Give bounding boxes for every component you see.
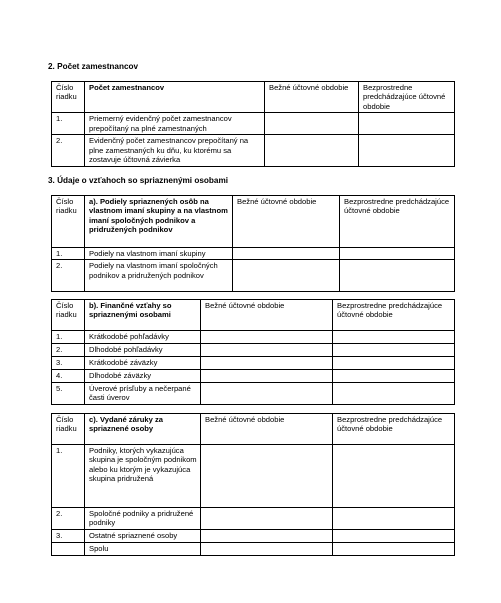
row-number: 1. — [52, 113, 85, 135]
row-number: 3. — [52, 357, 85, 370]
row-label: Spoločné podniky a pridružené podniky — [85, 508, 201, 530]
header-current-period: Bežné účtovné obdobie — [233, 196, 340, 248]
table-total-row — [52, 543, 455, 556]
related-party-financial-table — [51, 299, 455, 405]
current-period-value[interactable] — [201, 383, 333, 405]
header-previous-period: Bezprostredne predchádzajúce účtovné obdobie — [333, 300, 455, 331]
table-row — [52, 445, 455, 508]
row-label: Podiely na vlastnom imaní spoločných podnikov a pridružených podnikov — [85, 260, 233, 292]
current-period-value[interactable] — [201, 445, 333, 508]
row-label: Evidenčný počet zamestnancov prepočítaný na plne zamestnaných ku dňu, ku ktorému sa zostavuje účtovná závierka — [85, 135, 265, 167]
header-item: b). Finančné vzťahy so spriaznenými osobami — [85, 300, 201, 331]
row-number: 1. — [52, 331, 85, 344]
current-period-value[interactable] — [233, 260, 340, 292]
table-header-row — [52, 414, 455, 445]
table-row — [52, 530, 455, 543]
row-number: 2. — [52, 260, 85, 292]
previous-period-value[interactable] — [333, 445, 455, 508]
current-period-value[interactable] — [233, 248, 340, 260]
current-period-total[interactable] — [201, 543, 333, 556]
header-previous-period: Bezprostredne predchádzajúce účtovné obdobie — [333, 414, 455, 445]
current-period-value[interactable] — [201, 357, 333, 370]
table-row — [52, 383, 455, 405]
current-period-value[interactable] — [265, 113, 359, 135]
previous-period-value[interactable] — [333, 508, 455, 530]
row-label: Podniky, ktorých vykazujúca skupina je spoločným podnikom alebo ku ktorým je vykazujúca skupina pridružená — [85, 445, 201, 508]
header-previous-period: Bezprostredne predchádzajúce účtovné obdobie — [359, 82, 455, 113]
header-row-number: Číslo riadku — [52, 82, 85, 113]
row-label: Podiely na vlastnom imaní skupiny — [85, 248, 233, 260]
previous-period-value[interactable] — [359, 135, 455, 167]
section-2-heading: 2. Počet zamestnancov — [48, 62, 139, 71]
row-number: 3. — [52, 530, 85, 543]
current-period-value[interactable] — [201, 370, 333, 383]
current-period-value[interactable] — [201, 344, 333, 357]
row-number: 5. — [52, 383, 85, 405]
previous-period-value[interactable] — [340, 260, 455, 292]
table-row — [52, 357, 455, 370]
previous-period-value[interactable] — [333, 357, 455, 370]
row-label: Úverové prísľuby a nečerpané časti úverov — [85, 383, 201, 405]
previous-period-value[interactable] — [340, 248, 455, 260]
table-header-row — [52, 300, 455, 331]
previous-period-value[interactable] — [333, 331, 455, 344]
previous-period-value[interactable] — [333, 530, 455, 543]
row-number — [52, 543, 85, 556]
table-row — [52, 113, 455, 135]
row-label: Dlhodobé pohľadávky — [85, 344, 201, 357]
row-number: 2. — [52, 508, 85, 530]
header-item: a). Podiely spriaznených osôb na vlastnom imaní skupiny a na vlastnom imaní spoločných podnikov a pridružených podnikov — [85, 196, 233, 248]
row-label: Priemerný evidenčný počet zamestnancov prepočítaný na plné zamestnaných — [85, 113, 265, 135]
header-item: c). Vydané záruky za spriaznené osoby — [85, 414, 201, 445]
table-header-row — [52, 196, 455, 248]
table-header-row — [52, 82, 455, 113]
row-number: 4. — [52, 370, 85, 383]
row-label: Krátkodobé záväzky — [85, 357, 201, 370]
table-row — [52, 344, 455, 357]
previous-period-value[interactable] — [333, 370, 455, 383]
header-previous-period: Bezprostredne predchádzajúce účtovné obdobie — [340, 196, 455, 248]
header-item: Počet zamestnancov — [85, 82, 265, 113]
table-row — [52, 135, 455, 167]
header-row-number: Číslo riadku — [52, 300, 85, 331]
row-label: Ostatné spriaznené osoby — [85, 530, 201, 543]
previous-period-value[interactable] — [359, 113, 455, 135]
employee-count-table — [51, 81, 455, 167]
header-current-period: Bežné účtovné obdobie — [201, 414, 333, 445]
row-label-total: Spolu — [85, 543, 201, 556]
related-party-equity-table — [51, 195, 455, 292]
header-row-number: Číslo riadku — [52, 196, 85, 248]
current-period-value[interactable] — [201, 331, 333, 344]
row-number: 2. — [52, 344, 85, 357]
current-period-value[interactable] — [265, 135, 359, 167]
section-3-heading: 3. Údaje o vzťahoch so spriaznenými osobami — [48, 176, 229, 185]
table-row — [52, 260, 455, 292]
related-party-guarantees-table — [51, 413, 455, 556]
previous-period-total[interactable] — [333, 543, 455, 556]
header-current-period: Bežné účtovné obdobie — [201, 300, 333, 331]
header-current-period: Bežné účtovné obdobie — [265, 82, 359, 113]
row-number: 2. — [52, 135, 85, 167]
table-row — [52, 248, 455, 260]
table-row — [52, 370, 455, 383]
header-row-number: Číslo riadku — [52, 414, 85, 445]
previous-period-value[interactable] — [333, 383, 455, 405]
previous-period-value[interactable] — [333, 344, 455, 357]
row-number: 1. — [52, 248, 85, 260]
table-row — [52, 508, 455, 530]
table-row — [52, 331, 455, 344]
row-label: Krátkodobé pohľadávky — [85, 331, 201, 344]
current-period-value[interactable] — [201, 508, 333, 530]
row-number: 1. — [52, 445, 85, 508]
current-period-value[interactable] — [201, 530, 333, 543]
row-label: Dlhodobé záväzky — [85, 370, 201, 383]
